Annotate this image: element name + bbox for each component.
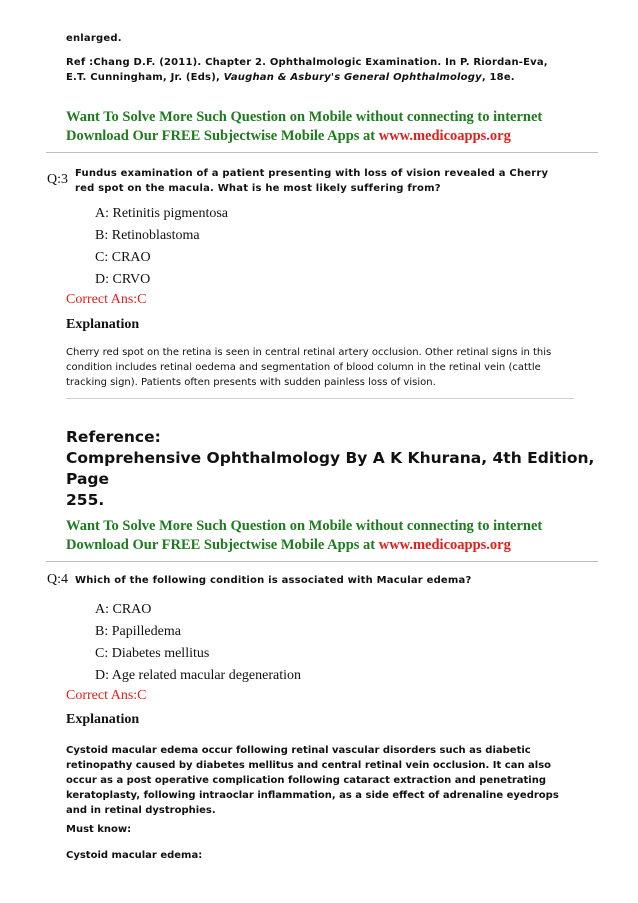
option-c[interactable]: C: CRAO [95,250,151,265]
promo-banner [66,517,542,555]
option-c[interactable]: C: Diabetes mellitus [95,646,210,661]
divider [46,561,598,562]
correct-answer: Correct Ans:C [66,688,147,703]
correct-answer: Correct Ans:C [66,292,147,307]
reference-citation [66,55,548,85]
promo-line-1: Want To Solve More Such Question on Mobile without connecting to internet [66,518,543,534]
continued-text: enlarged. [66,33,122,44]
option-a[interactable]: A: Retinitis pigmentosa [95,206,228,221]
options-list [95,599,301,687]
citation-line-2: E.T. Cunningham, Jr. (Eds), Vaughan & Asbury's General Ophthalmology, 18e. [66,72,515,83]
option-d[interactable]: D: CRVO [95,272,151,287]
reference-line-2: 255. [66,491,105,509]
question-text: Which of the following condition is associated with Macular edema? [75,575,472,586]
options-list [95,203,228,291]
reference-label: Reference: [66,428,161,446]
promo-line-2: Download Our FREE Subjectwise Mobile Apps at www.medicoapps.org [66,128,511,144]
cme-heading: Cystoid macular edema: [66,850,203,861]
explanation-text: Cherry red spot on the retina is seen in central retinal artery occlusion. Other retinal signs in this condition includes retinal oedema and segmentation of blood column in the retinal vein (cattle tracking sign). Patients often presents with sudden painless loss of vision. [66,347,552,388]
must-know-label: Must know: [66,824,132,835]
explanation-text: Cystoid macular edema occur following retinal vascular disorders such as diabetic retinopathy caused by diabetes mellitus and central retinal vein occlusion. It can also occur as a post operative complication following cataract extraction and penetrating keratoplasty, following intraoclar inflammation, as a side effect of adrenaline eyedrops and in retinal dystrophies. [66,745,559,816]
question-text: Fundus examination of a patient presenting with loss of vision revealed a Cherry red spot on the macula. What is he most likely suffering from? [75,168,549,194]
promo-banner [66,108,542,146]
promo-link[interactable]: www.medicoapps.org [378,128,511,144]
question-number: Q:3 [47,172,68,187]
promo-link[interactable]: www.medicoapps.org [378,537,511,553]
option-d[interactable]: D: Age related macular degeneration [95,668,302,683]
divider [66,398,574,399]
reference-line-1: Comprehensive Ophthalmology By A K Khurana, 4th Edition, Page [66,449,595,488]
explanation-heading: Explanation [66,712,140,727]
option-a[interactable]: A: CRAO [95,602,152,617]
divider [46,152,598,153]
promo-line-1: Want To Solve More Such Question on Mobile without connecting to internet [66,109,543,125]
citation-line-1: Ref :Chang D.F. (2011). Chapter 2. Ophthalmologic Examination. In P. Riordan-Eva, [66,57,548,68]
explanation-heading: Explanation [66,317,140,332]
option-b[interactable]: B: Retinoblastoma [95,228,200,243]
promo-line-2: Download Our FREE Subjectwise Mobile Apps at www.medicoapps.org [66,537,511,553]
question-number: Q:4 [47,572,68,587]
reference-block [66,427,638,511]
option-b[interactable]: B: Papilledema [95,624,181,639]
